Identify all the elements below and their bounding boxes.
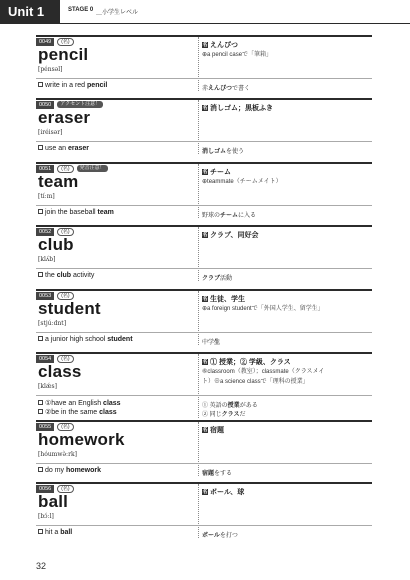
example-english-pre: ①have an English — [45, 400, 104, 407]
example-japanese — [202, 210, 256, 219]
page-number: 32 — [36, 561, 47, 571]
entry-number-badge: 0054 — [36, 355, 54, 363]
headword: ball — [38, 492, 69, 511]
example-english-keyword: ball — [60, 529, 73, 536]
example-japanese — [202, 337, 220, 346]
entry-number-badge: 0051 — [36, 165, 54, 173]
checkbox-icon[interactable] — [38, 409, 43, 414]
example-english — [38, 467, 101, 474]
example-separator — [36, 268, 372, 269]
pronunciation-note-tag: 発音注意！ — [77, 165, 108, 172]
example-english-keyword: class — [103, 400, 121, 407]
example-japanese — [202, 468, 232, 477]
example-japanese-post: を使う — [226, 149, 245, 155]
meaning — [202, 103, 372, 113]
meaning — [202, 294, 372, 304]
entry-number-badge: 0056 — [36, 485, 54, 493]
example-english-keyword: student — [107, 336, 133, 343]
example-english — [38, 336, 133, 343]
example-japanese-keyword: 宿題 — [202, 471, 215, 477]
example-english — [38, 399, 121, 407]
checkbox-icon[interactable] — [38, 82, 43, 87]
pronunciation: [iréisər] — [38, 129, 63, 136]
headword: homework — [38, 430, 125, 449]
example-english-pre: write in a red — [45, 82, 88, 89]
vocab-entry — [36, 420, 372, 478]
vocab-entry — [36, 98, 372, 156]
meaning — [202, 425, 372, 435]
example-separator — [36, 463, 372, 464]
headword: eraser — [38, 108, 91, 127]
example-english — [38, 145, 89, 152]
vocab-entry — [36, 225, 372, 283]
headword: student — [38, 299, 101, 318]
column-divider — [198, 37, 199, 91]
entry-top-rule — [36, 352, 372, 354]
noun-mark-icon: 名 — [202, 489, 208, 495]
example-english — [38, 82, 107, 89]
pronunciation: [tíːm] — [38, 193, 55, 200]
vocab-entry — [36, 35, 372, 93]
unit-label: Unit 1 — [0, 0, 60, 24]
noun-mark-icon: 名 — [202, 169, 208, 175]
pronunciation-note-tag: アクセント注意！ — [57, 101, 103, 108]
example-japanese-pre: 中学 — [202, 340, 215, 346]
entry-top-rule — [36, 35, 372, 37]
meaning-column — [202, 230, 372, 240]
meaning-text: 宿題 — [210, 427, 224, 434]
headword: club — [38, 235, 74, 254]
example-english-keyword: pencil — [87, 82, 108, 89]
meaning-column — [202, 40, 372, 60]
meaning-column — [202, 357, 372, 386]
meaning-detail: ⑥classroom（教室）；classmate（クラスメイ — [202, 369, 325, 375]
example-english-pre: the — [45, 272, 57, 279]
pronunciation: [pénsəl] — [38, 66, 63, 73]
meaning — [202, 357, 372, 367]
meaning-text: 生徒、学生 — [210, 296, 245, 303]
example-english-keyword: club — [56, 272, 72, 279]
checkbox-icon[interactable] — [38, 209, 43, 214]
vocab-entry — [36, 482, 372, 540]
example-separator — [36, 78, 372, 79]
example-japanese — [202, 146, 244, 155]
example-english-pre: ②be in the same — [45, 409, 100, 416]
example-japanese-keyword: 消しゴム — [202, 149, 227, 155]
example-japanese — [202, 530, 238, 539]
entry-number-badge: 0050 — [36, 101, 54, 109]
meaning-column — [202, 294, 372, 314]
example-japanese-post: がある — [239, 403, 258, 409]
meaning — [202, 230, 372, 240]
example-japanese-post: で書く — [232, 86, 251, 92]
meaning-detail: ⊕teammate（チームメイト） — [202, 179, 282, 185]
example-english-keyword: homework — [66, 467, 102, 474]
checkbox-icon[interactable] — [38, 145, 43, 150]
example-japanese-pre: 赤 — [202, 86, 209, 92]
example-english-pre: hit a — [45, 529, 61, 536]
entry-number-badge: 0055 — [36, 423, 54, 431]
example-japanese — [202, 409, 246, 418]
example-japanese-post: を打つ — [219, 533, 238, 539]
pronunciation: [klʌ́b] — [38, 256, 56, 263]
example-japanese-keyword: ボール — [202, 533, 220, 539]
noun-mark-icon: 名 — [202, 42, 208, 48]
example-japanese-keyword: チーム — [220, 213, 239, 219]
part-of-speech-tag: (名) — [57, 165, 73, 173]
checkbox-icon[interactable] — [38, 336, 43, 341]
entry-number-badge: 0053 — [36, 292, 54, 300]
example-japanese — [202, 83, 250, 92]
example-separator — [36, 525, 372, 526]
example-english-post: activity — [71, 272, 95, 279]
part-of-speech-tag: (名) — [57, 38, 73, 46]
entry-top-rule — [36, 420, 372, 422]
vocab-entry — [36, 162, 372, 220]
meaning — [202, 167, 372, 177]
meaning — [202, 487, 372, 497]
example-japanese-post: をする — [214, 471, 233, 477]
vocab-entry — [36, 352, 372, 420]
column-divider — [198, 291, 199, 345]
example-japanese-pre: ② 同じ — [202, 412, 222, 418]
example-japanese-pre: 野球の — [202, 213, 221, 219]
part-of-speech-tag: (名) — [57, 423, 73, 431]
entry-number-badge: 0052 — [36, 228, 54, 236]
meaning-text: えんぴつ — [210, 42, 238, 49]
meaning-column — [202, 167, 372, 187]
noun-mark-icon: 名 — [202, 232, 208, 238]
example-english — [38, 272, 94, 279]
stage-level-label: ＿小学生レベル — [96, 10, 139, 16]
headword: class — [38, 362, 82, 381]
checkbox-icon[interactable] — [38, 467, 43, 472]
example-english-keyword: eraser — [67, 145, 89, 152]
meaning-column — [202, 487, 372, 497]
noun-mark-icon: 名 — [202, 427, 208, 433]
pronunciation: [bɔ́ːl] — [38, 513, 54, 520]
headword: team — [38, 172, 79, 191]
entry-number-badge: 0049 — [36, 38, 54, 46]
pronunciation: [stjúːdnt] — [38, 320, 67, 327]
entry-top-rule — [36, 225, 372, 227]
example-japanese-post: に入る — [238, 213, 257, 219]
pronunciation: [hóumwə̀ːrk] — [38, 451, 77, 458]
example-japanese-keyword: クラス — [221, 412, 240, 418]
stage-label: STAGE 0 — [68, 7, 94, 13]
header-rule — [60, 23, 410, 24]
meaning-text: クラブ、同好会 — [210, 232, 259, 239]
example-english-pre: do my — [45, 467, 67, 474]
example-separator — [36, 332, 372, 333]
part-of-speech-tag: (名) — [57, 485, 73, 493]
pronunciation: [klǽs] — [38, 383, 57, 390]
noun-mark-icon: 名 — [202, 105, 208, 111]
meaning-text: 消しゴム；黒板ふき — [210, 105, 273, 112]
meaning-text: ① 授業；② 学級、クラス — [210, 359, 291, 366]
meaning — [202, 40, 372, 50]
column-divider — [198, 227, 199, 281]
meaning-column — [202, 103, 372, 113]
example-japanese-keyword: 生 — [214, 340, 221, 346]
vocab-entry — [36, 289, 372, 347]
example-japanese-keyword: えんぴつ — [208, 86, 233, 92]
example-english — [38, 209, 114, 216]
headword: pencil — [38, 45, 89, 64]
meaning-column — [202, 425, 372, 435]
example-english-keyword: team — [97, 209, 114, 216]
example-separator — [36, 141, 372, 142]
example-english-pre: a junior high school — [45, 336, 108, 343]
example-english — [38, 529, 72, 536]
entry-top-rule — [36, 289, 372, 291]
example-english-keyword: class — [99, 409, 117, 416]
column-divider — [198, 422, 199, 476]
example-separator — [36, 205, 372, 206]
part-of-speech-tag: (名) — [57, 355, 73, 363]
meaning-detail: ⊕a foreign studentで「外国人学生、留学生」 — [202, 306, 324, 312]
column-divider — [198, 484, 199, 538]
column-divider — [198, 354, 199, 418]
example-english — [38, 408, 117, 416]
noun-mark-icon: 名 — [202, 296, 208, 302]
meaning-detail: ⊕a pencil caseで「筆箱」 — [202, 52, 273, 58]
example-japanese-post: だ — [239, 412, 246, 418]
example-japanese — [202, 273, 232, 282]
meaning-text: チーム — [210, 169, 231, 176]
part-of-speech-tag: (名) — [57, 228, 73, 236]
column-divider — [198, 164, 199, 218]
example-separator — [36, 395, 372, 396]
noun-mark-icon: 名 — [202, 359, 208, 365]
meaning-detail: ト）⊕a science classで「理科の授業」 — [202, 378, 309, 385]
entry-top-rule — [36, 482, 372, 484]
checkbox-icon[interactable] — [38, 272, 43, 277]
checkbox-icon[interactable] — [38, 400, 43, 405]
example-japanese-keyword: 授業 — [227, 403, 240, 409]
example-japanese-pre: ① 英語の — [202, 403, 228, 409]
example-english-pre: use an — [45, 145, 68, 152]
checkbox-icon[interactable] — [38, 529, 43, 534]
meaning-text: ボール、球 — [210, 489, 245, 496]
example-japanese-post: 活動 — [220, 276, 233, 282]
example-english-pre: join the baseball — [45, 209, 98, 216]
column-divider — [198, 100, 199, 154]
example-japanese — [202, 400, 258, 409]
part-of-speech-tag: (名) — [57, 292, 73, 300]
example-japanese-keyword: クラブ — [202, 276, 221, 282]
page-header — [0, 0, 410, 24]
